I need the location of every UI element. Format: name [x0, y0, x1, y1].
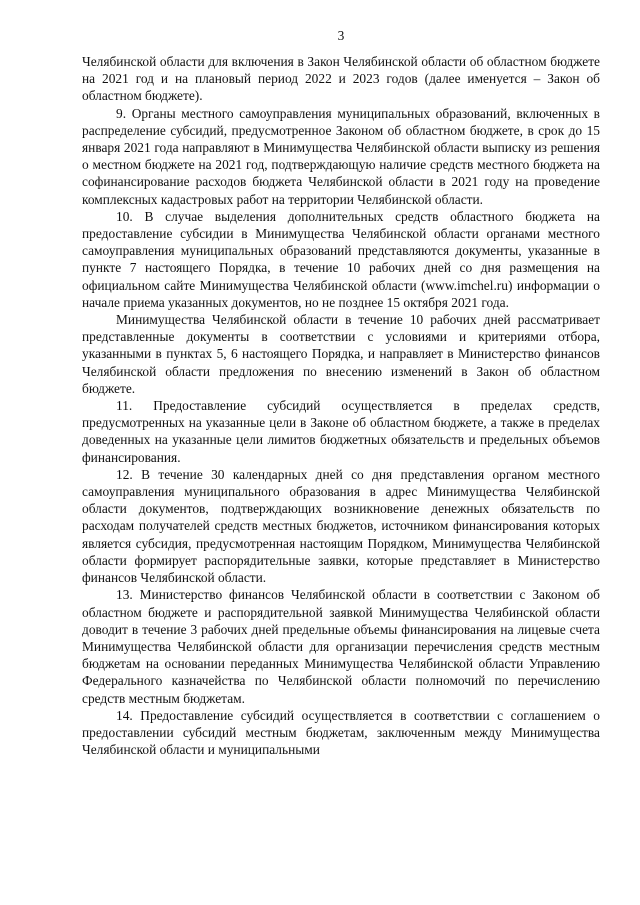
- paragraph-item-11: 11. Предоставление субсидий осуществляется в пределах средств, предусмотренных на указанные цели в Законе об областном бюджете, а также в пределах доведенных на указанные цели лимитов бюджетных обязательств и предельных объемов финансирования.: [82, 398, 600, 465]
- paragraph-item-12: 12. В течение 30 календарных дней со дня представления органом местного самоуправления муниципального образования в адрес Минимущества Челябинской области документов, подтверждающих возникновение денежных обязательств по расходам получателей средств местных бюджетов, источником финансирования которых является субсидия, предусмотренная настоящим Порядком, Минимущества Челябинской области формирует распорядительные заявки, которые представляет в Министерство финансов Челябинской области.: [82, 466, 600, 586]
- page-number: 3: [337, 28, 345, 43]
- paragraph-item-10-review: Минимущества Челябинской области в течение 10 рабочих дней рассматривает представленные документы в соответствии с условиями и критериями отбора, указанными в пунктах 5, 6 настоящего Порядка, и направляет в Министерство финансов Челябинской области предложения по внесению изменений в Закон об областном бюджете.: [82, 312, 600, 396]
- document-page: [82, 28, 600, 888]
- paragraph-item-10: 10. В случае выделения дополнительных средств областного бюджета на предоставление субсидии в Минимущества Челябинской области органами местного самоуправления муниципальных образований представляются документы, указанные в пункте 7 настоящего Порядка, в течение 10 рабочих дней со дня размещения на официальном сайте Минимущества Челябинской области (www.imchel.ru) информации о начале приема указанных документов, но не позднее 15 октября 2021 года.: [82, 208, 600, 310]
- paragraph-item-14: 14. Предоставление субсидий осуществляется в соответствии с соглашением о предоставлении субсидий местным бюджетам, заключенным между Минимущества Челябинской области и муниципальными: [82, 707, 600, 758]
- paragraph-item-13: 13. Министерство финансов Челябинской области в соответствии с Законом об областном бюджете и распорядительной заявкой Минимущества Челябинской области доводит в течение 3 рабочих дней предельные объемы финансирования на лицевые счета Минимущества Челябинской области для организации перечисления средств местным бюджетам на основании переданных Минимущества Челябинской области Управлению Федерального казначейства по Челябинской области полномочий по перечислению средств местным бюджетам.: [82, 587, 600, 706]
- paragraph-continuation: Челябинской области для включения в Закон Челябинской области об областном бюджете на 2021 год и на плановый период 2022 и 2023 годов (далее именуется – Закон об областном бюджете).: [82, 54, 600, 104]
- paragraph-item-9: 9. Органы местного самоуправления муниципальных образований, включенных в распределение субсидий, предусмотренное Законом об областном бюджете, в срок до 15 января 2021 года направляют в Минимущества Челябинской области выписку из решения о местном бюджете на 2021 год, подтверждающую наличие средств местного бюджета на софинансирование расходов бюджета Челябинской области в 2021 году на проведение комплексных кадастровых работ на территории Челябинской области.: [82, 105, 600, 207]
